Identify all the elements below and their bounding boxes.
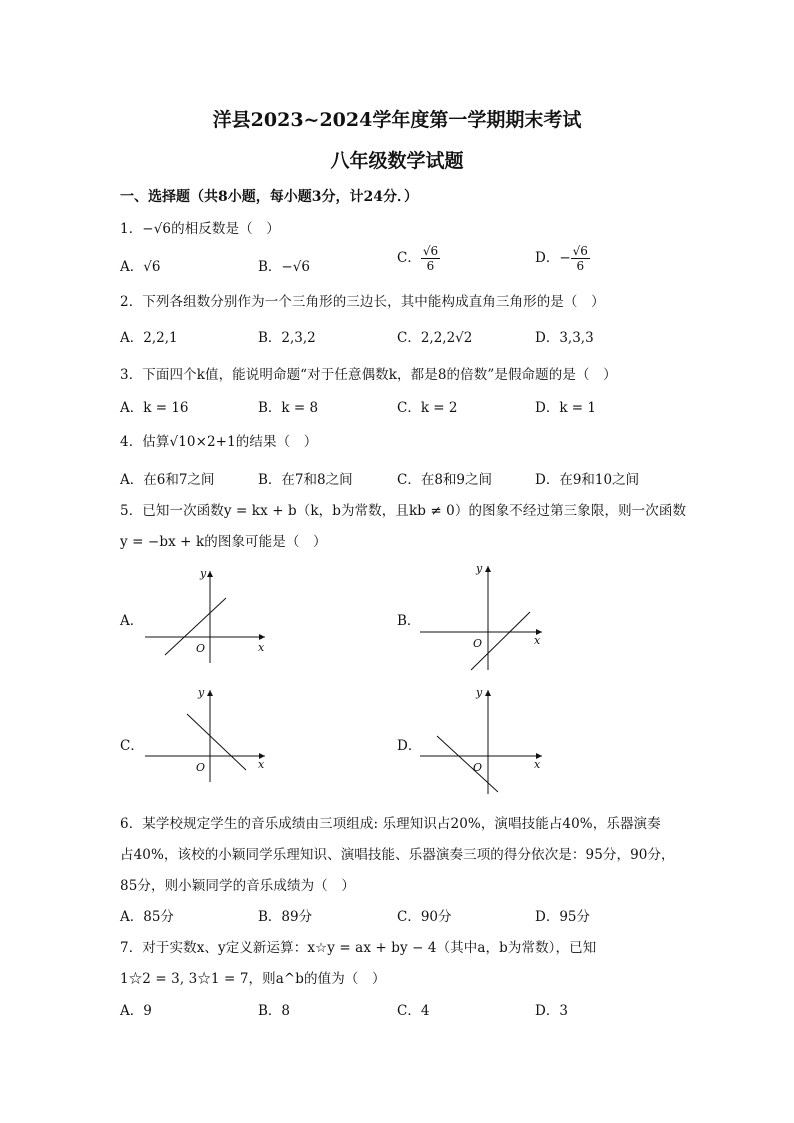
q5-graph-d-x-label: x: [534, 758, 541, 771]
q5-graph-c-origin: O: [196, 761, 206, 774]
question-6-line2: 占40%，该校的小颖同学乐理知识、演唱技能、乐器演奏三项的得分依次是：95分，90分，: [120, 847, 675, 863]
q5-option-a-label: A．: [120, 613, 144, 629]
q1-number: 1．: [120, 221, 143, 237]
q2-option-d: D．3,3,3: [535, 330, 594, 346]
q5-option-b-label: B．: [397, 613, 421, 629]
q4-option-b: B．在7和8之间: [258, 472, 353, 488]
q2-option-b: B．2,3,2: [258, 330, 316, 346]
q1-option-d-denominator: 6: [576, 259, 585, 273]
q5-graph-b-x-label: x: [534, 634, 541, 647]
q3-option-a: A．k = 16: [120, 400, 189, 416]
q1-option-d-sign: −: [559, 250, 571, 266]
q7-option-c: C．4: [397, 1003, 430, 1019]
q5-graph-d-origin: O: [473, 761, 483, 774]
q1-option-d-label: D．: [535, 250, 560, 266]
exam-subtitle: 八年级数学试题: [330, 150, 464, 172]
q5-graph-c-y-label: y: [198, 686, 205, 699]
q5-graph-b-y-label: y: [476, 562, 483, 575]
q4-option-d: D．在9和10之间: [535, 472, 640, 488]
q6-option-a: A．85分: [120, 909, 174, 925]
q4-option-c: C．在8和9之间: [397, 472, 493, 488]
q1-option-a-value: √6: [143, 259, 161, 275]
q2-option-c: C．2,2,2√2: [397, 330, 473, 346]
question-5-stem-line1: 5．已知一次函数y = kx + b（k，b为常数，且kb ≠ 0）的图象不经过第三象限，则一次函数: [120, 503, 687, 519]
q1-option-a: [120, 255, 160, 275]
q7-option-a: A．9: [120, 1003, 152, 1019]
q1-option-d: [535, 244, 590, 273]
question-7-line2: 1☆2 = 3, 3☆1 = 7，则a^b的值为（ ）: [120, 971, 386, 987]
section-heading: 一、选择题（共8小题，每小题3分，计24分．）: [120, 189, 418, 205]
q5-graph-d: [418, 684, 548, 799]
q7-option-d: D．3: [535, 1003, 568, 1019]
q1-option-d-fraction: [571, 244, 590, 273]
q3-option-b: B．k = 8: [258, 400, 319, 416]
q1-option-d-numerator: √6: [572, 244, 588, 258]
q5-graph-c-x-label: x: [258, 758, 265, 771]
q5-graph-a: [140, 565, 270, 665]
q1-suffix: 的相反数是（ ）: [171, 221, 280, 237]
q5-option-d-label: D．: [397, 738, 422, 754]
q5-graph-a-origin: O: [196, 642, 206, 655]
q5-graph-a-y-label: y: [200, 567, 207, 580]
q3-option-d: D．k = 1: [535, 400, 596, 416]
q5-option-c-label: C．: [120, 738, 144, 754]
q6-option-b: B．89分: [258, 909, 313, 925]
question-7-line1: 7．对于实数x、y定义新运算：x☆y = ax + by − 4（其中a，b为常数），已知: [120, 940, 597, 956]
q6-option-d: D．95分: [535, 909, 591, 925]
q2-option-a: A．2,2,1: [120, 330, 178, 346]
question-3-stem: 3．下面四个k值，能说明命题“对于任意偶数k，都是8的倍数”是假命题的是（ ）: [120, 367, 617, 383]
question-5-stem-line2: y = −bx + k的图象可能是（ ）: [120, 534, 327, 550]
q6-option-c: C．90分: [397, 909, 452, 925]
q1-option-b-label: B．: [258, 259, 282, 275]
q5-graph-d-y-label: y: [476, 686, 483, 699]
q1-option-a-label: A．: [120, 259, 144, 275]
question-2-stem: 2．下列各组数分别作为一个三角形的三边长，其中能构成直角三角形的是（ ）: [120, 294, 605, 310]
question-4-stem: 4．估算√10×2+1的结果（ ）: [120, 434, 318, 450]
q1-option-c-denominator: 6: [426, 259, 435, 273]
q3-option-c: C．k = 2: [397, 400, 458, 416]
q5-graph-c: [140, 684, 270, 784]
q1-option-b-value: −√6: [281, 259, 310, 275]
q1-option-c-fraction: [421, 244, 440, 273]
q1-expr: −√6: [142, 221, 172, 237]
question-1-stem: [120, 217, 280, 237]
q5-graph-b-origin: O: [473, 637, 483, 650]
question-6-line3: 85分，则小颖同学的音乐成绩为（ ）: [120, 878, 355, 894]
q4-option-a: A．在6和7之间: [120, 472, 215, 488]
q1-option-c-label: C．: [397, 250, 421, 266]
q1-option-b: [258, 255, 310, 275]
q7-option-b: B．8: [258, 1003, 291, 1019]
q1-option-c: [397, 244, 440, 273]
q5-graph-b: [418, 560, 548, 675]
exam-title: 洋县2023~2024学年度第一学期期末考试: [212, 109, 582, 131]
q5-graph-a-x-label: x: [258, 641, 265, 654]
question-6-line1: 6．某学校规定学生的音乐成绩由三项组成: 乐理知识占20%，演唱技能占40%，乐器演奏: [120, 816, 661, 832]
q1-option-c-numerator: √6: [422, 244, 439, 258]
